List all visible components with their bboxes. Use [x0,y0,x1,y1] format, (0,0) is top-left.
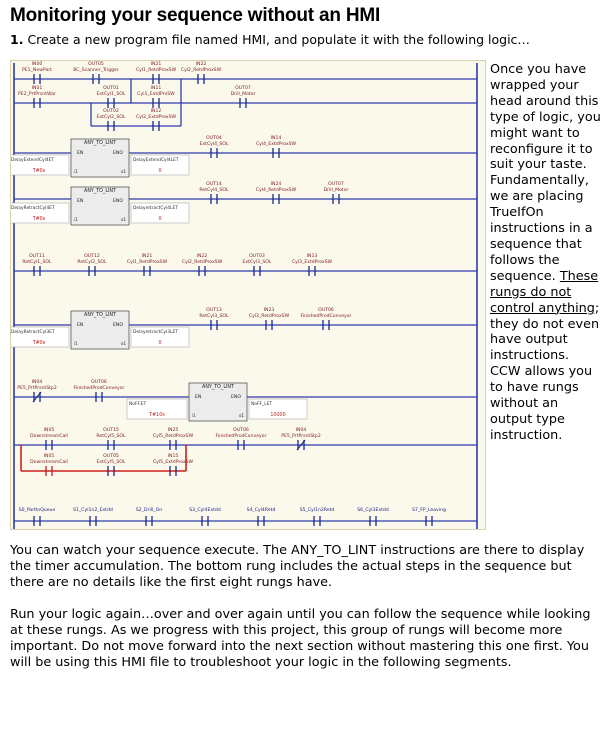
contact-address: OUT06 [91,380,107,385]
contact-address: IN23 [263,308,275,313]
timer-input-value: T#10s [149,413,165,418]
paragraph-2: Run your logic again…over and over again until you can follow the sequence while looking at these rungs. As we progress with this project, this group of rungs will become more important. Do not move forward into the next section without mastering this one first. You will be using this HMI file to troubleshoot your logic in the following segments. [10,607,591,670]
paragraph-1: You can watch your sequence execute. The ANY_TO_LINT instructions are there to display the timer accumulation. The bottom rung includes the actual steps in the sequence but there are no details like the first eight rungs have. [10,543,585,590]
contact-address: IN24 [270,182,282,187]
step-contact-label: S1_Cyl1n2_Extdd [73,508,113,513]
block-name: ANY_TO_LINT [202,385,234,390]
block-en: EN [77,151,84,156]
step-instruction [10,32,530,47]
block-pin-out: o1 [121,169,126,174]
block-en: EN [77,199,84,204]
timer-input-name: DelayRetractCyl4ET [11,206,55,211]
contact-address: OUT06 [318,308,334,313]
ladder-diagram [10,60,486,530]
contact-tag: Cyl1_RetdProxSW [126,260,168,265]
contact-tag: ExtCyl1_SOL [96,92,126,97]
contact-address: IN22 [195,62,207,67]
contact-tag: DownstreamCall [30,434,68,439]
contact-tag: ExtCyl4_SOL [199,142,229,147]
contact-tag: FinishedProdConveyor [300,314,352,319]
contact-tag: Cyl5_RetdProxSW [152,434,194,439]
contact-tag: FinishedProdConveyor [215,434,267,439]
step-contact-label: S5_Cyl1n2Retd [299,508,335,513]
side-underlined: These rungs do not control anything [490,268,599,316]
contact-address: IN12 [150,109,162,114]
contact-address: OUT05 [88,62,104,67]
step-contact-label: S0_PartInQueue [18,508,56,513]
contact-tag: Cyl3_ExtdProxSW [291,260,333,265]
contact-address: OUT15 [103,428,119,433]
block-pin-in: i1 [192,413,196,418]
block-eno: ENO [113,199,123,204]
block-pin-in: i1 [74,217,78,222]
contact-tag: Cyl2_ExtdProxSW [135,115,177,120]
step-number: 1. [10,32,24,47]
contact-address: IN25 [167,428,179,433]
contact-address: OUT04 [206,136,222,141]
timer-input-name: NoFF.ET [129,402,147,407]
contact-address: OUT07 [328,182,344,187]
block-pin-out: o1 [239,413,244,418]
timer-output-name: DelayExtendCyl4LET [133,158,179,163]
contact-tag: FinishedProdConveyor [73,386,125,391]
timer-output-name: NoFF_LET [251,402,273,407]
contact-tag: Cyl4_ExtdProxSW [255,142,297,147]
step-contact-label: S2_Drill_On [135,508,163,513]
timer-input-name: DelayExtendCyl4ET [11,158,55,163]
step-contact-label: S6_Cyl3Extdd [357,508,389,513]
timer-input-name: DelayRetractCyl3ET [11,330,55,335]
contact-tag: PE5_PrtPrsntStp2 [281,434,321,439]
step-text: Create a new program file named HMI, and populate it with the following logic… [27,32,530,47]
contact-tag: RetCyl3_SOL [199,314,229,319]
contact-address: IN05 [43,454,55,459]
contact-address: IN04 [31,380,43,385]
block-eno: ENO [113,323,123,328]
contact-address: IN01 [31,86,43,91]
block-name: ANY_TO_LINT [84,313,116,318]
contact-address: IN22 [196,254,208,259]
contact-tag: Drill_Motor [230,92,256,97]
timer-input-value: T#0s [32,341,46,346]
block-name: ANY_TO_LINT [84,189,116,194]
side-explanation [490,62,602,444]
contact-tag: RetCyl2_SOL [77,260,107,265]
contact-tag: BC_Scanner_Trigger [73,68,119,73]
contact-tag: PE1_NewPart [22,68,52,73]
contact-tag: ExtCyl2_SOL [96,115,126,120]
contact-address: OUT06 [233,428,249,433]
timer-output-value: 0 [158,169,162,174]
contact-tag: Cyl1_RetdProxSW [135,68,177,73]
block-pin-out: o1 [121,217,126,222]
step-contact-label: S3_Cyl4Extdd [189,508,221,513]
contact-address: OUT03 [249,254,265,259]
timer-output-value: 10000 [270,413,286,418]
block-name: ANY_TO_LINT [84,141,116,146]
contact-tag: Drill_Motor [323,188,349,193]
contact-address: OUT13 [206,308,222,313]
contact-address: IN21 [141,254,153,259]
contact-address: IN00 [31,62,43,67]
contact-address: OUT12 [84,254,100,259]
contact-tag: RetCyl5_SOL [96,434,126,439]
block-en: EN [77,323,84,328]
timer-output-value: 0 [158,217,162,222]
block-pin-in: i1 [74,169,78,174]
contact-address: IN04 [295,428,307,433]
contact-tag: ExtCyl3_SOL [242,260,272,265]
block-en: EN [195,395,202,400]
block-eno: ENO [231,395,241,400]
timer-output-value: 0 [158,341,162,346]
contact-address: OUT01 [103,86,119,91]
block-pin-out: o1 [121,341,126,346]
page-title: Monitoring your sequence without an HMI [10,5,381,26]
contact-address: IN13 [306,254,318,259]
contact-address: OUT07 [235,86,251,91]
step-contact-label: S7_FP_Leaving [412,508,446,513]
timer-input-value: T#0s [32,169,46,174]
contact-tag: DownstreamCall [30,460,68,465]
block-eno: ENO [113,151,123,156]
contact-address: OUT02 [103,109,119,114]
contact-address: OUT11 [29,254,45,259]
contact-tag: RetCyl1_SOL [22,260,52,265]
contact-address: IN15 [167,454,179,459]
side-intro: Once you have wrapped your head around this type of logic, you might want to reconfigure it to suit your taste. Fundamentally, we are placing TrueIfOn instructions in a sequence that follows the sequence. [490,62,601,284]
contact-tag: Cyl1_ExtdPrxSW [137,92,175,97]
contact-address: IN11 [150,86,162,91]
side-rest: ; they do not even have output instructions. CCW allows you to have rungs without an output type instruction. [490,300,600,443]
contact-tag: PE2_PrtPrsntWar [18,92,56,97]
contact-address: IN21 [150,62,162,67]
timer-output-name: DelayretractCyl3LET [133,330,178,335]
contact-tag: Cyl4_RetdProxSW [255,188,297,193]
block-pin-in: i1 [74,341,78,346]
contact-address: IN14 [270,136,282,141]
ladder-svg [11,61,485,529]
contact-tag: PE5_PrtPrsntStp2 [17,386,57,391]
contact-address: OUT14 [206,182,222,187]
contact-tag: Cyl2_RetdProxSW [180,68,222,73]
contact-tag: Cyl2_RetdProxSW [181,260,223,265]
contact-tag: RetCyl4_SOL [199,188,229,193]
contact-address: OUT05 [103,454,119,459]
step-contact-label: S4_Cyl4Retd [246,508,276,513]
timer-output-name: DelayretractCyl4LET [133,206,178,211]
contact-tag: ExtCyl5_SOL [96,460,126,465]
contact-address: IN05 [43,428,55,433]
timer-input-value: T#0s [32,217,46,222]
contact-tag: Cyl3_RetdProxSW [248,314,290,319]
contact-tag: Cyl5_ExtdProxSW [152,460,194,465]
